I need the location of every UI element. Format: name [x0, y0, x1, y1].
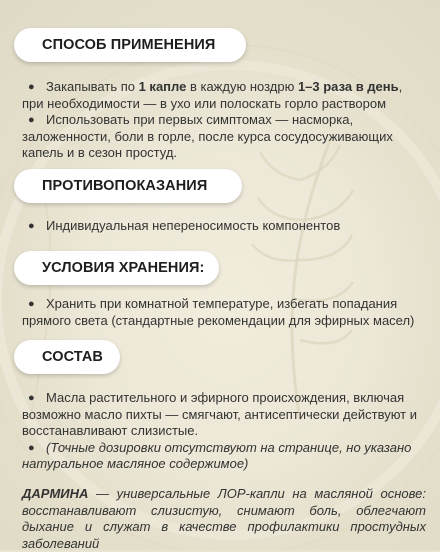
contra-text [22, 218, 424, 235]
bullet-icon: ● [28, 114, 35, 126]
bullet-icon: ● [28, 441, 35, 454]
bullet-icon: ● [28, 81, 35, 93]
usage-bullet-1: ● Закапывать по 1 капле в каждую ноздрю 1–3 раза в день, при необходимости — в ухо или полоскать горло раствором [22, 79, 403, 111]
storage-text [22, 296, 424, 329]
bullet-icon: ● [28, 220, 35, 232]
section-title-composition: СОСТАВ [14, 340, 120, 374]
usage-text [22, 79, 424, 162]
bullet-icon: ● [28, 392, 35, 404]
storage-bullet-1: ● Хранить при комнатной температуре, избегать попадания прямого света (стандартные рекомендации для эфирных масел) [22, 296, 415, 328]
usage-bullet-2: ● Использовать при первых симптомах — насморка, заложенности, боли в горле, после курса сосудосуживающих капель и в сезон простуд. [22, 112, 393, 160]
brand-name: ДАРМИНА [22, 486, 89, 501]
summary-text: ДАРМИНА — универсальные ЛОР-капли на масляной основе: восстанавливают слизистую, снимают боль, облегчают дыхание и служат в качестве профилактики простудных заболеваний [22, 486, 426, 551]
composition-bullet-2: ● (Точные дозировки отсутствуют на странице, но указано натуральное масляное содержимое) [22, 439, 412, 471]
section-title-contraindications: ПРОТИВОПОКАЗАНИЯ [14, 169, 242, 203]
composition-text [22, 390, 424, 473]
composition-bullet-1: ● Масла растительного и эфирного происхождения, включая возможно масло пихты — смягчают, антисептически действуют и восстанавливают слизистые. [22, 390, 418, 438]
section-title-usage: СПОСОБ ПРИМЕНЕНИЯ [14, 28, 246, 62]
section-title-storage: УСЛОВИЯ ХРАНЕНИЯ: [14, 251, 219, 285]
contra-bullet-1: ● Индивидуальная непереносимость компонентов [22, 218, 424, 235]
bullet-icon: ● [28, 298, 35, 310]
